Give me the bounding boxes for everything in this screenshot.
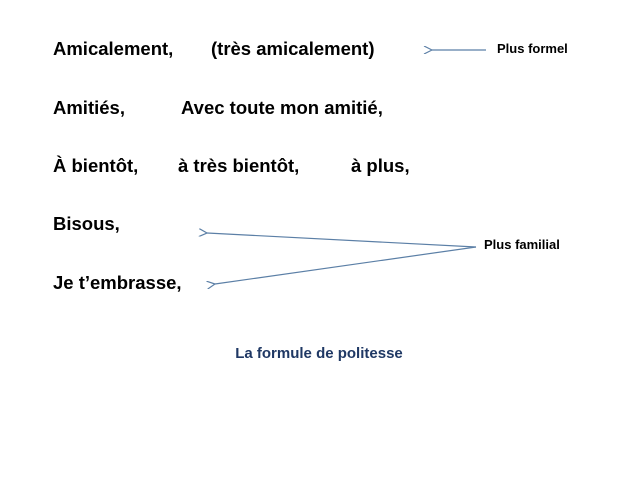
arrow-to-je-tembrasse [215, 247, 476, 284]
formula-tres-amicalement: (très amicalement) [211, 38, 375, 59]
formula-a-plus: à plus, [351, 155, 410, 176]
note-plus-familial: Plus familial [484, 237, 560, 252]
note-plus-formel: Plus formel [497, 41, 568, 56]
formula-amicalement: Amicalement, [53, 38, 174, 59]
formula-je-tembrasse: Je t’embrasse, [53, 272, 182, 293]
formula-bisous: Bisous, [53, 213, 120, 234]
arrow-to-bisous [207, 233, 476, 247]
formula-a-tres-bientot: à très bientôt, [178, 155, 300, 176]
formula-avec-toute-mon-amitie: Avec toute mon amitié, [181, 97, 383, 118]
formula-a-bientot: À bientôt, [53, 155, 139, 176]
slide-caption: La formule de politesse [235, 345, 403, 362]
formula-amities: Amitiés, [53, 97, 125, 118]
